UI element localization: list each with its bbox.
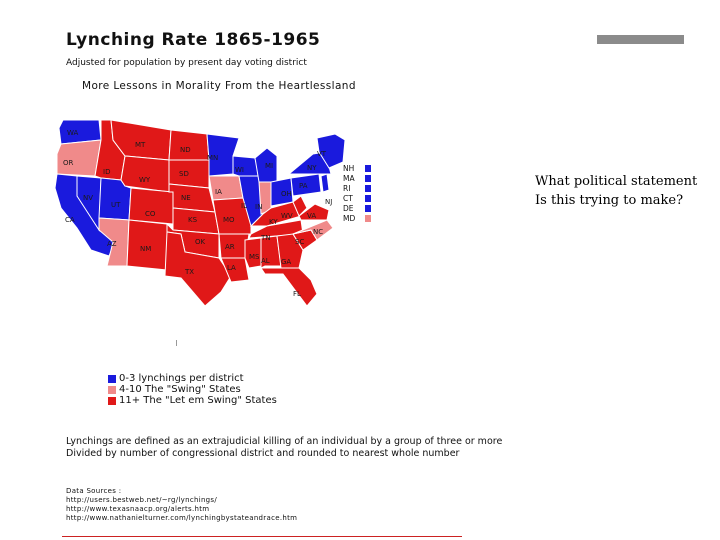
state-label-NY: NY [307,164,317,172]
state-label-MI: MI [265,162,274,170]
state-label-NJ: NJ [325,198,333,206]
state-label-WY: WY [139,176,151,184]
footer-rule [62,536,462,537]
legend-swatch-low [108,375,116,383]
state-CO [129,188,173,224]
source-url-2: http://www.texasnaacp.org/alerts.htm [66,505,210,513]
state-label-AZ: AZ [107,240,117,248]
legend-label-mid: 4-10 The "Swing" States [119,384,241,395]
legend-label-high: 11+ The "Let em Swing" States [119,395,277,406]
ne-state-row [343,163,371,173]
ne-state-row [343,193,371,203]
state-label-OK: OK [195,238,206,246]
ne-state-swatch [365,195,371,202]
state-label-PA: PA [299,182,308,190]
legend-row-high [108,395,277,406]
legend-row-mid [108,384,277,395]
state-label-TN: TN [261,234,271,242]
state-label-NV: NV [83,194,94,202]
ne-state-row [343,183,371,193]
state-label-OR: OR [63,159,74,167]
state-label-AL: AL [261,257,270,265]
state-label-ND: ND [180,146,191,154]
state-label-VT: VT [317,150,327,158]
state-label-UT: UT [111,201,121,209]
state-label-MN: MN [207,154,219,162]
definitions-block [66,436,502,460]
sources-heading: Data Sources : [66,487,122,495]
ne-state-swatch [365,165,371,172]
state-label-CO: CO [145,210,156,218]
state-label-ID: ID [103,168,111,176]
question-line-1: What political statement [535,174,698,189]
state-label-TX: TX [185,268,195,276]
map-title: Lynching Rate 1865-1965 [66,30,321,50]
map-subtitle: Adjusted for population by present day voting district [66,58,307,68]
state-label-MO: MO [223,216,235,224]
northeast-state-list [343,163,371,223]
map-tagline: More Lessons in Morality From the Heartlessland [82,80,356,92]
state-label-AR: AR [225,243,235,251]
state-label-KY: KY [269,218,278,226]
state-label-OH: OH [281,190,292,198]
ne-state-swatch [365,185,371,192]
ne-state-swatch [365,175,371,182]
state-label-GA: GA [281,258,292,266]
source-url-3: http://www.nathanielturner.com/lynchingbystateandrace.htm [66,514,298,522]
ne-state-swatch [365,215,371,222]
us-map [55,116,355,308]
ne-state-swatch [365,205,371,212]
state-label-WI: WI [235,166,244,174]
state-label-VA: VA [307,212,317,220]
ne-state-label: MD [343,213,356,223]
map-legend [108,373,277,406]
state-label-IA: IA [215,188,222,196]
ne-state-label: RI [343,183,351,193]
overlay-question [535,172,697,210]
source-url-1: http://users.bestweb.net/~rg/lynchings/ [66,496,218,504]
definition-line-2: Divided by number of congressional district and rounded to nearest whole number [66,448,460,459]
ne-state-label: DE [343,203,354,213]
state-label-IL: IL [241,202,247,210]
ne-state-label: CT [343,193,353,203]
state-NJ [321,174,329,192]
state-OR [57,140,101,176]
legend-swatch-high [108,397,116,405]
state-label-LA: LA [227,264,236,272]
state-label-MT: MT [135,141,146,149]
state-FL [261,268,317,306]
definition-line-1: Lynchings are defined as an extrajudicial killing of an individual by a group of three or more [66,436,503,447]
legend-swatch-mid [108,386,116,394]
state-label-CA: CA [65,216,75,224]
slide-accent-bar [597,35,684,44]
state-label-WV: WV [281,212,293,220]
state-label-SD: SD [179,170,189,178]
map-tick-mark [176,340,177,346]
state-SD [169,160,209,188]
question-line-2: Is this trying to make? [535,193,684,208]
state-ND [169,130,209,160]
ne-state-row [343,203,371,213]
state-label-IN: IN [255,203,263,211]
state-label-FL: FL [293,290,301,298]
state-label-NE: NE [181,194,191,202]
data-sources-block [66,487,297,523]
state-label-KS: KS [188,216,198,224]
ne-state-row [343,173,371,183]
state-label-MS: MS [249,253,260,261]
legend-row-low [108,373,277,384]
state-label-NC: NC [313,228,324,236]
legend-label-low: 0-3 lynchings per district [119,373,244,384]
ne-state-row [343,213,371,223]
state-label-NM: NM [140,245,152,253]
ne-state-label: MA [343,173,355,183]
state-label-WA: WA [67,129,79,137]
state-label-SC: SC [295,238,305,246]
state-WY [121,156,169,192]
ne-state-label: NH [343,163,355,173]
